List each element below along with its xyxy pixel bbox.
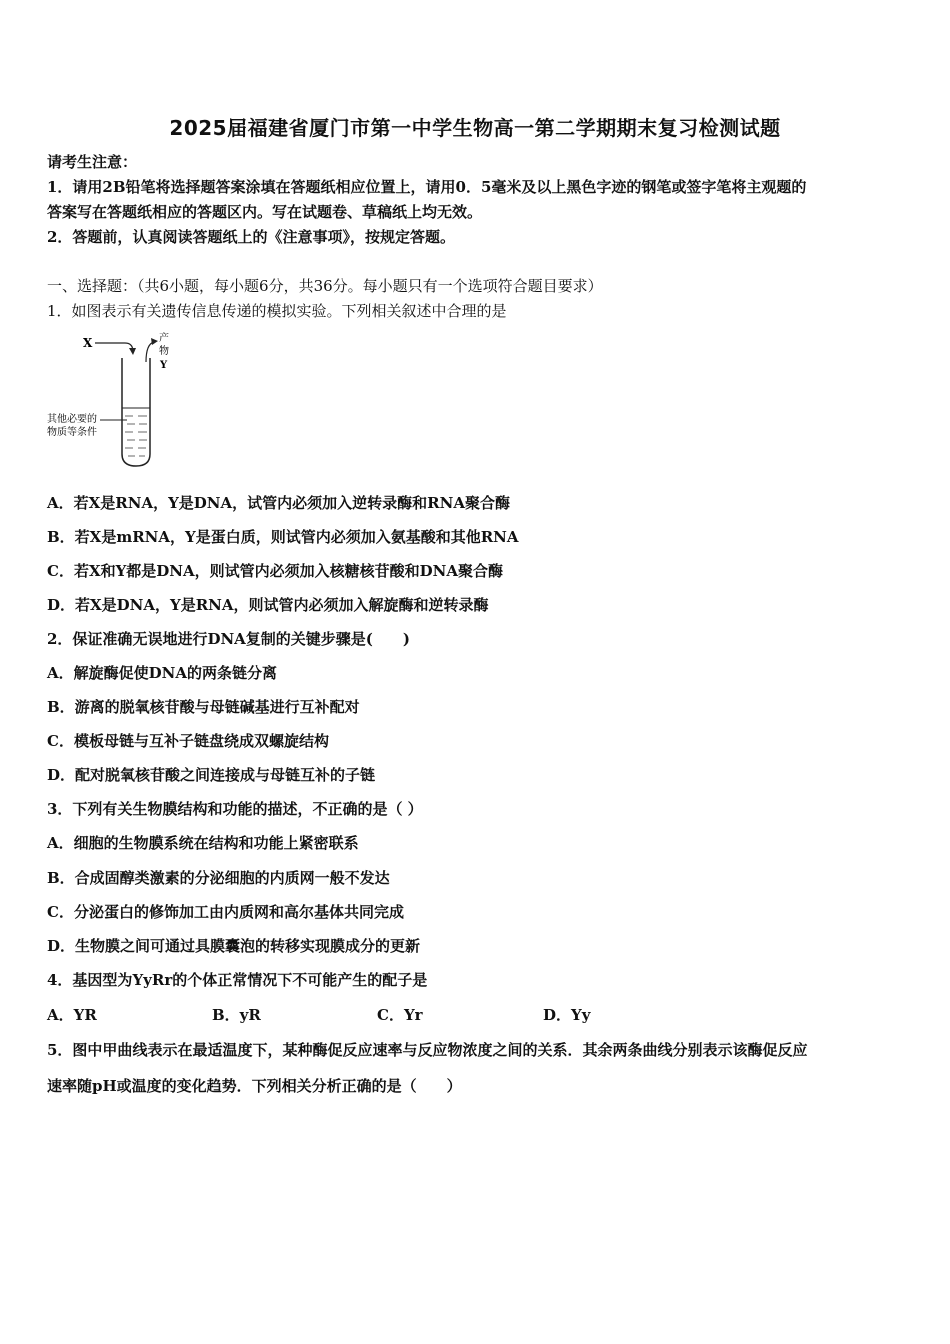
test-tube-figure [45,330,175,470]
question-2-option-c: C．模板母链与互补子链盘绕成双螺旋结构 [47,732,329,750]
figure-label-other-1: 其他必要的 [47,414,97,425]
question-2-option-d: D．配对脱氧核苷酸之间连接成与母链互补的子链 [47,766,376,784]
question-4-option-a: A．YR [47,1006,97,1024]
question-3-option-d: D．生物膜之间可通过具膜囊泡的转移实现膜成分的更新 [47,937,421,955]
figure-label-product-1: 产 [159,333,169,344]
question-4-stem: 4．基因型为YyRr的个体正常情况下不可能产生的配子是 [47,971,428,989]
question-1-option-b: B．若X是mRNA，Y是蛋白质，则试管内必须加入氨基酸和其他RNA [47,528,519,546]
question-2-stem: 2．保证准确无误地进行DNA复制的关键步骤是( ) [47,630,410,648]
question-5-stem-line-2: 速率随pH或温度的变化趋势．下列相关分析正确的是（ ） [47,1077,462,1095]
question-3-stem: 3．下列有关生物膜结构和功能的描述，不正确的是（ ） [47,800,423,818]
question-1-option-d: D．若X是DNA，Y是RNA，则试管内必须加入解旋酶和逆转录酶 [47,596,489,614]
arrow-x-head [129,348,136,355]
liquid-hatching [125,416,147,456]
question-4-option-d: D．Yy [543,1006,591,1024]
notice-item-1-line-2: 答案写在答题纸相应的答题区内。写在试题卷、草稿纸上均无效。 [47,203,483,221]
question-1-option-a: A．若X是RNA，Y是DNA，试管内必须加入逆转录酶和RNA聚合酶 [47,494,510,512]
page-title: 2025届福建省厦门市第一中学生物高一第二学期期末复习检测试题 [169,116,781,140]
figure-label-product-2: 物 [159,346,169,357]
question-5-stem-line-1: 5．图中甲曲线表示在最适温度下，某种酶促反应速率与反应物浓度之间的关系．其余两条曲线分别表示该酶促反应 [47,1041,808,1059]
question-4-option-b: B．yR [212,1006,261,1024]
question-1-option-c: C．若X和Y都是DNA，则试管内必须加入核糖核苷酸和DNA聚合酶 [47,562,504,580]
figure-label-x: X [83,336,93,350]
arrow-y-head [151,338,158,345]
notice-item-1-line-1: 1．请用2B铅笔将选择题答案涂填在答题纸相应位置上，请用0．5毫米及以上黑色字迹的钢笔或签字笔将主观题的 [47,178,807,196]
question-3-option-b: B．合成固醇类激素的分泌细胞的内质网一般不发达 [47,869,390,887]
test-tube [122,358,150,466]
notice-item-2: 2．答题前，认真阅读答题纸上的《注意事项》，按规定答题。 [47,228,455,246]
question-1-stem: 1．如图表示有关遗传信息传递的模拟实验。下列相关叙述中合理的是 [47,302,507,320]
question-2-option-b: B．游离的脱氧核苷酸与母链碱基进行互补配对 [47,698,360,716]
section-heading: 一、选择题：（共6小题，每小题6分，共36分。每小题只有一个选项符合题目要求） [47,277,603,295]
question-3-option-c: C．分泌蛋白的修饰加工由内质网和高尔基体共同完成 [47,903,404,921]
question-4-option-c: C．Yr [377,1006,423,1024]
question-2-option-a: A．解旋酶促使DNA的两条链分离 [47,664,277,682]
question-3-option-a: A．细胞的生物膜系统在结构和功能上紧密联系 [47,834,359,852]
figure-label-product-3: Y [160,360,168,371]
notice-heading: 请考生注意： [47,153,138,171]
figure-label-other-2: 物质等条件 [47,427,97,438]
